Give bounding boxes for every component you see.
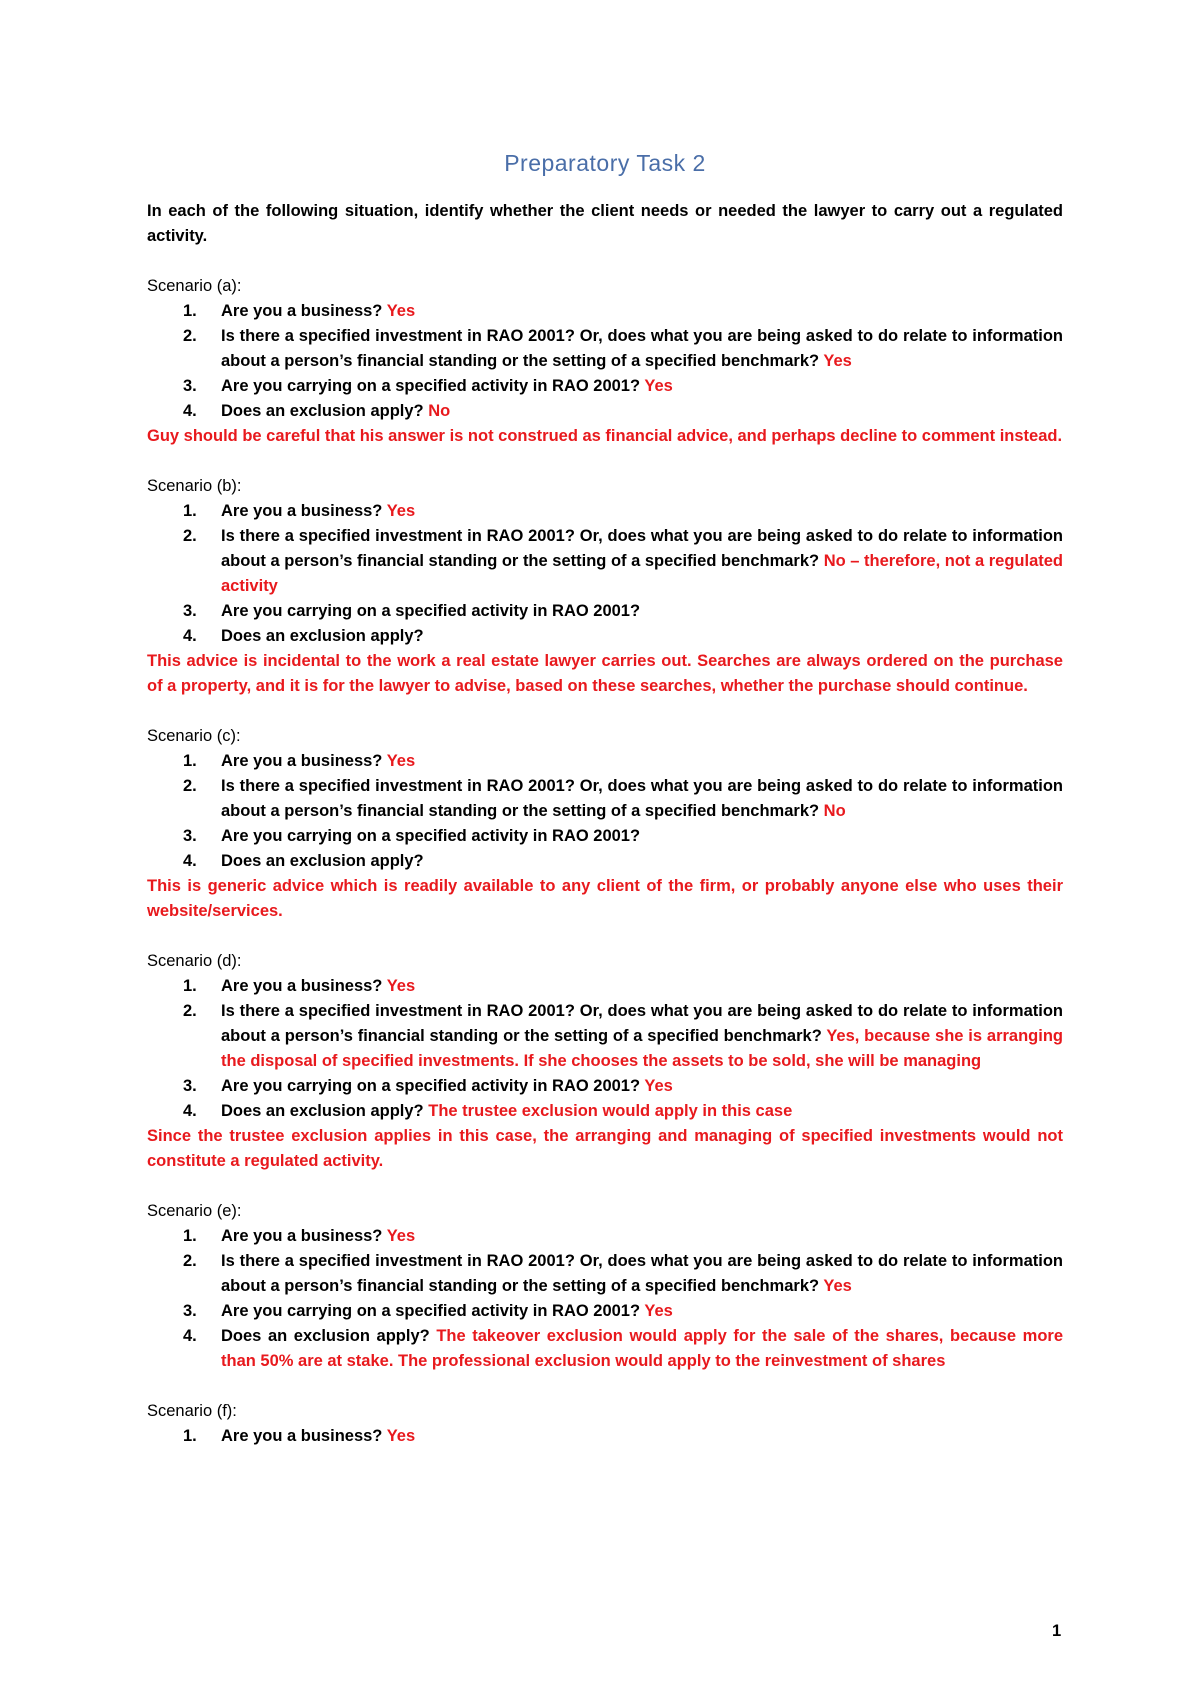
question-item xyxy=(147,374,1063,399)
question-list xyxy=(147,1224,1063,1374)
question-item xyxy=(147,1299,1063,1324)
answer-text: No xyxy=(823,802,846,820)
question-text: Are you carrying on a specified activity in RAO 2001? xyxy=(221,377,641,395)
question-number: 3. xyxy=(183,1077,197,1095)
scenario-block xyxy=(147,1399,1063,1449)
scenario-block xyxy=(147,1199,1063,1374)
question-item xyxy=(147,974,1063,999)
question-item xyxy=(147,749,1063,774)
question-item xyxy=(147,499,1063,524)
question-item xyxy=(147,1099,1063,1124)
page-content xyxy=(147,150,1063,1474)
scenario-label: Scenario (a): xyxy=(147,277,242,295)
question-number: 1. xyxy=(183,502,197,520)
question-item xyxy=(147,774,1063,824)
question-number: 1. xyxy=(183,977,197,995)
question-number: 4. xyxy=(183,1327,197,1345)
scenario-block xyxy=(147,949,1063,1174)
question-item xyxy=(147,999,1063,1074)
answer-text: Yes xyxy=(644,377,673,395)
scenario-label: Scenario (f): xyxy=(147,1402,237,1420)
answer-text: The takeover exclusion would apply for the sale of the shares, because more than 50% are at stake. The professional exclusion would apply to the reinvestment of shares xyxy=(221,1327,1063,1370)
question-list xyxy=(147,749,1063,874)
answer-text: No – therefore, not a regulated activity xyxy=(221,552,1064,595)
question-number: 1. xyxy=(183,302,197,320)
answer-text: Yes, because she is arranging the disposal of specified investments. If she chooses the assets to be sold, she will be managing xyxy=(221,1027,1063,1070)
answer-text: Yes xyxy=(823,352,852,370)
answer-text: Yes xyxy=(386,977,416,995)
answer-text: Yes xyxy=(644,1302,673,1320)
question-number: 2. xyxy=(183,1002,197,1020)
question-item xyxy=(147,1249,1063,1299)
question-list xyxy=(147,499,1063,649)
question-text: Are you a business? xyxy=(221,1427,383,1445)
scenario-note: This is generic advice which is readily available to any client of the firm, or probably anyone else who uses their website/services. xyxy=(147,877,1063,920)
question-number: 4. xyxy=(183,402,197,420)
question-item xyxy=(147,1424,1063,1449)
scenario-block xyxy=(147,474,1063,699)
question-list xyxy=(147,974,1063,1124)
question-text: Are you carrying on a specified activity in RAO 2001? xyxy=(221,602,641,620)
question-text: Are you carrying on a specified activity in RAO 2001? xyxy=(221,1077,641,1095)
question-text: Does an exclusion apply? xyxy=(221,852,424,870)
question-text: Does an exclusion apply? xyxy=(221,402,424,420)
question-item xyxy=(147,599,1063,624)
intro-paragraph: In each of the following situation, identify whether the client needs or needed the lawyer to carry out a regulated activity. xyxy=(147,202,1063,245)
answer-text: The trustee exclusion would apply in this case xyxy=(428,1102,793,1120)
scenario-note: This advice is incidental to the work a real estate lawyer carries out. Searches are always ordered on the purchase of a property, and it is for the lawyer to advise, based on these searches, whether the purchase should continue. xyxy=(147,652,1063,695)
question-number: 3. xyxy=(183,827,197,845)
question-item xyxy=(147,624,1063,649)
question-text: Are you a business? xyxy=(221,977,383,995)
question-text: Is there a specified investment in RAO 2001? Or, does what you are being asked to do relate to information about a person’s financial standing or the setting of a specified benchmark? xyxy=(221,327,1063,370)
scenario-note: Since the trustee exclusion applies in this case, the arranging and managing of specified investments would not constitute a regulated activity. xyxy=(147,1127,1063,1170)
question-number: 4. xyxy=(183,1102,197,1120)
question-text: Is there a specified investment in RAO 2001? Or, does what you are being asked to do relate to information about a person’s financial standing or the setting of a specified benchmark? xyxy=(221,1252,1063,1295)
scenario-label: Scenario (b): xyxy=(147,477,242,495)
answer-text: Yes xyxy=(386,752,416,770)
question-text: Is there a specified investment in RAO 2001? Or, does what you are being asked to do relate to information about a person’s financial standing or the setting of a specified benchmark? xyxy=(221,1002,1063,1045)
question-item xyxy=(147,299,1063,324)
question-item xyxy=(147,1324,1063,1374)
question-item xyxy=(147,524,1063,599)
question-item xyxy=(147,399,1063,424)
question-text: Is there a specified investment in RAO 2001? Or, does what you are being asked to do relate to information about a person’s financial standing or the setting of a specified benchmark? xyxy=(221,777,1063,820)
question-number: 2. xyxy=(183,527,197,545)
scenario-note: Guy should be careful that his answer is not construed as financial advice, and perhaps decline to comment instead. xyxy=(147,427,1063,445)
answer-text: Yes xyxy=(386,1227,416,1245)
question-number: 2. xyxy=(183,1252,197,1270)
page-title: Preparatory Task 2 xyxy=(504,150,706,176)
question-text: Is there a specified investment in RAO 2001? Or, does what you are being asked to do relate to information about a person’s financial standing or the setting of a specified benchmark? xyxy=(221,527,1063,570)
page-number: 1 xyxy=(1052,1622,1062,1640)
answer-text: Yes xyxy=(386,502,416,520)
question-text: Are you carrying on a specified activity in RAO 2001? xyxy=(221,827,641,845)
question-number: 2. xyxy=(183,327,197,345)
question-text: Are you a business? xyxy=(221,502,383,520)
question-number: 1. xyxy=(183,1427,197,1445)
question-number: 4. xyxy=(183,852,197,870)
question-number: 1. xyxy=(183,752,197,770)
question-list xyxy=(147,1424,1063,1449)
question-item xyxy=(147,1074,1063,1099)
question-number: 3. xyxy=(183,377,197,395)
answer-text: Yes xyxy=(386,1427,416,1445)
question-item xyxy=(147,1224,1063,1249)
scenario-block xyxy=(147,724,1063,924)
scenario-list xyxy=(147,274,1063,1449)
scenario-label: Scenario (d): xyxy=(147,952,242,970)
scenario-label: Scenario (c): xyxy=(147,727,241,745)
answer-text: Yes xyxy=(644,1077,673,1095)
question-list xyxy=(147,299,1063,424)
question-text: Are you a business? xyxy=(221,302,383,320)
question-item xyxy=(147,849,1063,874)
question-item xyxy=(147,324,1063,374)
answer-text: Yes xyxy=(386,302,416,320)
answer-text: Yes xyxy=(823,1277,852,1295)
question-number: 3. xyxy=(183,602,197,620)
question-text: Does an exclusion apply? xyxy=(221,1327,430,1345)
question-text: Does an exclusion apply? xyxy=(221,627,424,645)
question-number: 1. xyxy=(183,1227,197,1245)
scenario-block xyxy=(147,274,1063,449)
question-item xyxy=(147,824,1063,849)
scenario-label: Scenario (e): xyxy=(147,1202,242,1220)
question-text: Does an exclusion apply? xyxy=(221,1102,424,1120)
answer-text: No xyxy=(428,402,451,420)
question-text: Are you a business? xyxy=(221,1227,383,1245)
question-text: Are you a business? xyxy=(221,752,383,770)
question-number: 3. xyxy=(183,1302,197,1320)
question-text: Are you carrying on a specified activity in RAO 2001? xyxy=(221,1302,641,1320)
question-number: 4. xyxy=(183,627,197,645)
question-number: 2. xyxy=(183,777,197,795)
